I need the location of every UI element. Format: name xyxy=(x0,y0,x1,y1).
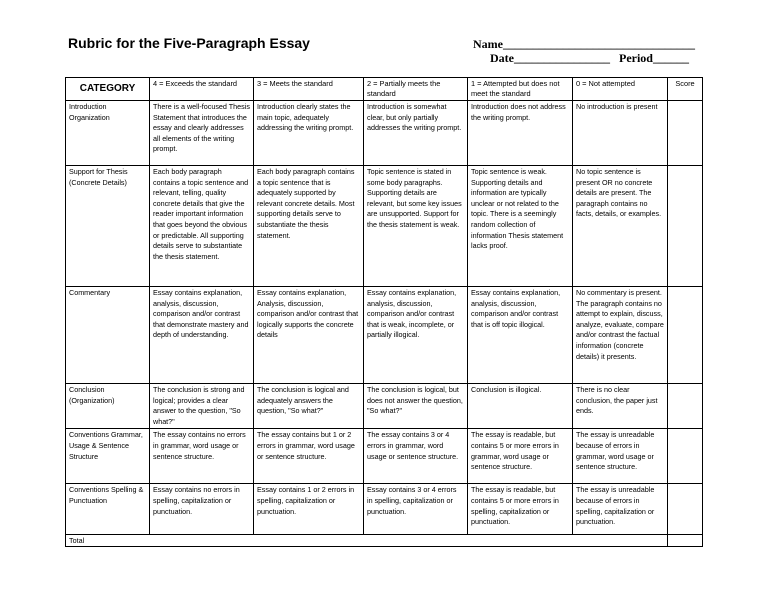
cell-level-1: Introduction does not address the writing prompt. xyxy=(468,101,573,166)
header-score: Score xyxy=(668,78,703,101)
cell-level-2: Introduction is somewhat clear, but only partially addresses the writing prompt. xyxy=(364,101,468,166)
rubric-table xyxy=(65,77,703,547)
cell-level-1: Conclusion is illogical. xyxy=(468,384,573,429)
table-row xyxy=(66,101,703,166)
header-score-4: 4 = Exceeds the standard xyxy=(150,78,254,101)
cell-level-4: Essay contains explanation, analysis, discussion, comparison and/or contrast that demonstrate mastery and depth of understanding. xyxy=(150,287,254,384)
cell-level-2: The essay contains 3 or 4 errors in grammar, word usage or sentence structure. xyxy=(364,429,468,484)
score-cell[interactable] xyxy=(668,287,703,384)
cell-level-0: No commentary is present. The paragraph contains no attempt to explain, discuss, analyze, evaluate, compare and/or contrast the factual information (concrete details) it presents. xyxy=(573,287,668,384)
table-row xyxy=(66,166,703,287)
score-cell[interactable] xyxy=(668,384,703,429)
cell-level-1: The essay is readable, but contains 5 or more errors in grammar, word usage or sentence structure. xyxy=(468,429,573,484)
table-row xyxy=(66,484,703,535)
header-score-2: 2 = Partially meets the standard xyxy=(364,78,468,101)
table-row xyxy=(66,429,703,484)
cell-level-0: There is no clear conclusion, the paper just ends. xyxy=(573,384,668,429)
row-category: Introduction Organization xyxy=(66,101,150,166)
score-cell[interactable] xyxy=(668,101,703,166)
cell-level-2: Essay contains 3 or 4 errors in spelling, capitalization or punctuation. xyxy=(364,484,468,535)
row-category: Conclusion (Organization) xyxy=(66,384,150,429)
total-score-cell[interactable] xyxy=(668,535,703,547)
cell-level-0: The essay is unreadable because of errors in spelling, capitalization or punctuation. xyxy=(573,484,668,535)
cell-level-2: Essay contains explanation, analysis, discussion, comparison and/or contrast that is weak, incomplete, or partially illogical. xyxy=(364,287,468,384)
header-row xyxy=(66,78,703,101)
row-category: Conventions Spelling & Punctuation xyxy=(66,484,150,535)
cell-level-4: The conclusion is strong and logical; provides a clear answer to the question, "So what?" xyxy=(150,384,254,429)
table-row xyxy=(66,287,703,384)
cell-level-3: Essay contains explanation, Analysis, discussion, comparison and/or contrast that logically supports the concrete details xyxy=(254,287,364,384)
cell-level-3: Essay contains 1 or 2 errors in spelling, capitalization or punctuation. xyxy=(254,484,364,535)
cell-level-0: No topic sentence is present OR no concrete details are present. The paragraph contains no facts, details, or examples. xyxy=(573,166,668,287)
cell-level-3: Introduction clearly states the main topic, adequately addressing the writing prompt. xyxy=(254,101,364,166)
header-score-1: 1 = Attempted but does not meet the standard xyxy=(468,78,573,101)
cell-level-1: Essay contains explanation, analysis, discussion, comparison and/or contrast that is off topic illogical. xyxy=(468,287,573,384)
cell-level-1: The essay is readable, but contains 5 or more errors in spelling, capitalization or punctuation. xyxy=(468,484,573,535)
page-title: Rubric for the Five-Paragraph Essay xyxy=(68,35,310,51)
row-category: Support for Thesis (Concrete Details) xyxy=(66,166,150,287)
score-cell[interactable] xyxy=(668,166,703,287)
header-category: CATEGORY xyxy=(66,78,150,101)
cell-level-4: Essay contains no errors in spelling, capitalization or punctuation. xyxy=(150,484,254,535)
cell-level-3: The essay contains but 1 or 2 errors in grammar, word usage or sentence structure. xyxy=(254,429,364,484)
cell-level-1: Topic sentence is weak. Supporting details and information are typically unclear or not related to the topic. There is a seemingly random collection of information Thesis statement lacks proof. xyxy=(468,166,573,287)
cell-level-2: Topic sentence is stated in some body paragraphs. Supporting details are relevant, but some key issues are unsupported. Support for the thesis statement is weak. xyxy=(364,166,468,287)
header-score-0: 0 = Not attempted xyxy=(573,78,668,101)
score-cell[interactable] xyxy=(668,429,703,484)
total-label: Total xyxy=(66,535,668,547)
cell-level-4: There is a well-focused Thesis Statement that introduces the essay and clearly addresses all elements of the writing prompt. xyxy=(150,101,254,166)
name-field-line: Name________________________________ xyxy=(473,37,695,51)
score-cell[interactable] xyxy=(668,484,703,535)
row-category: Commentary xyxy=(66,287,150,384)
cell-level-2: The conclusion is logical, but does not answer the question, "So what?" xyxy=(364,384,468,429)
cell-level-3: Each body paragraph contains a topic sentence that is adequately supported by relevant concrete details. Most supporting details serve to substantiate the thesis statement. xyxy=(254,166,364,287)
cell-level-0: No introduction is present xyxy=(573,101,668,166)
cell-level-4: The essay contains no errors in grammar, word usage or sentence structure. xyxy=(150,429,254,484)
row-category: Conventions Grammar, Usage & Sentence Structure xyxy=(66,429,150,484)
total-row xyxy=(66,535,703,547)
cell-level-0: The essay is unreadable because of errors in grammar, word usage or sentence structure. xyxy=(573,429,668,484)
table-row xyxy=(66,384,703,429)
date-period-field-line: Date________________ Period______ xyxy=(490,51,689,65)
header-score-3: 3 = Meets the standard xyxy=(254,78,364,101)
cell-level-4: Each body paragraph contains a topic sentence and relevant, telling, quality concrete details that give the reader important information that goes beyond the obvious or predictable. All supporting details serve to substantiate the thesis statement. xyxy=(150,166,254,287)
cell-level-3: The conclusion is logical and adequately answers the question, "So what?" xyxy=(254,384,364,429)
